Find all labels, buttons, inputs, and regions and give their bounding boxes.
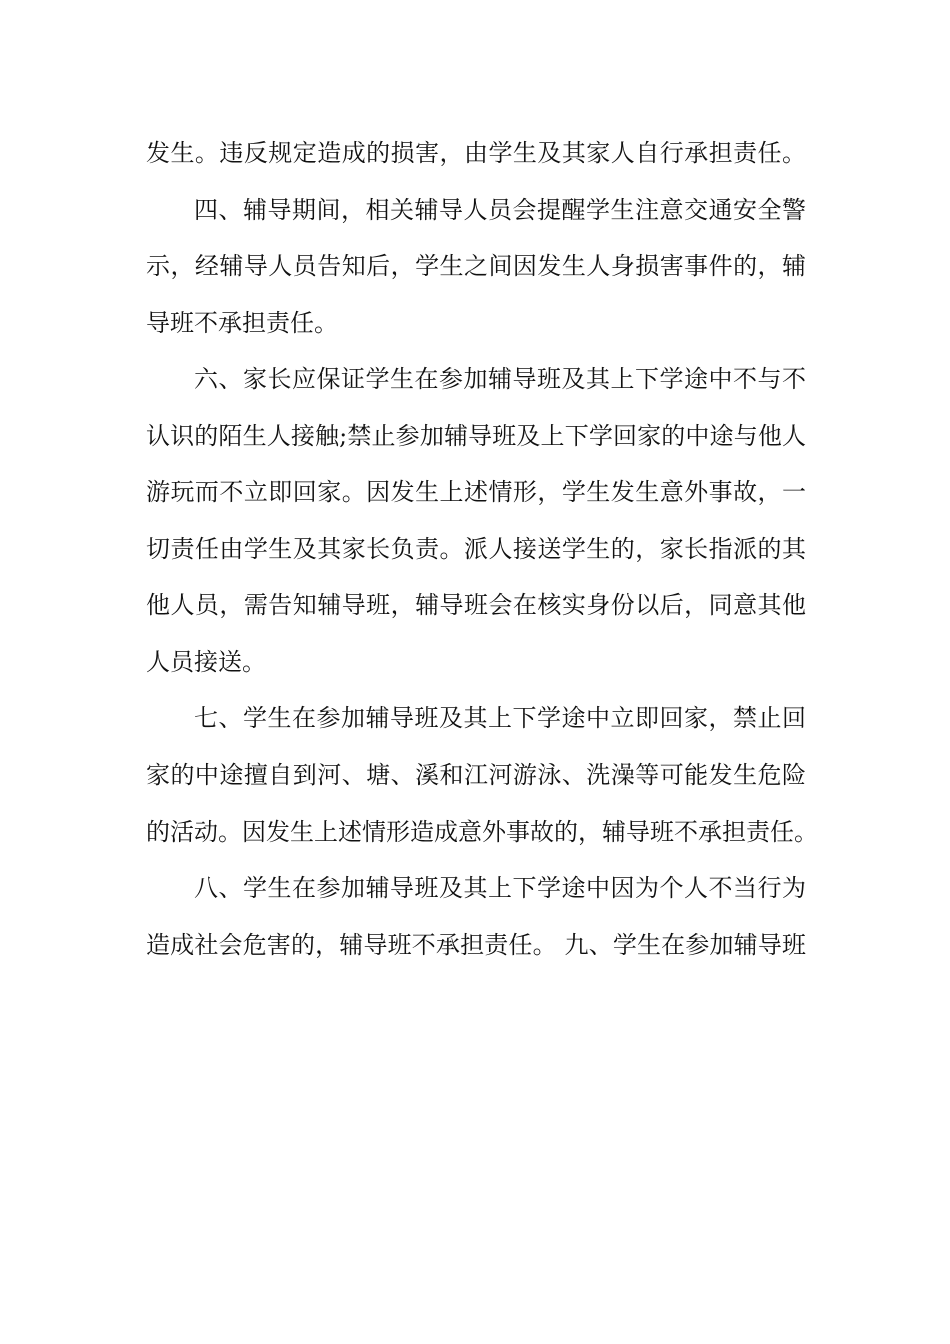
paragraph-first-line: 七、学生在参加辅导班及其上下学途中立即回家，禁止回 <box>194 704 806 733</box>
text-line: 游玩而不立即回家。因发生上述情形，学生发生意外事故，一 <box>146 478 806 507</box>
text-line: 认识的陌生人接触;禁止参加辅导班及上下学回家的中途与他人 <box>146 421 806 450</box>
paragraph-last-line: 人员接送。 <box>146 647 266 676</box>
paragraph-first-line: 八、学生在参加辅导班及其上下学途中因为个人不当行为 <box>194 874 806 903</box>
text-line: 家的中途擅自到河、塘、溪和江河游泳、洗澡等可能发生危险 <box>146 761 806 790</box>
text-line: 示，经辅导人员告知后，学生之间因发生人身损害事件的，辅 <box>146 252 806 281</box>
text-line: 他人员，需告知辅导班，辅导班会在核实身份以后，同意其他 <box>146 591 806 620</box>
paragraph-first-line: 四、辅导期间，相关辅导人员会提醒学生注意交通安全警 <box>194 195 806 224</box>
paragraph-last-line: 的活动。因发生上述情形造成意外事故的，辅导班不承担责任。 <box>146 817 818 846</box>
text-line: 切责任由学生及其家长负责。派人接送学生的，家长指派的其 <box>146 534 806 563</box>
document-body <box>146 125 818 973</box>
text-line: 造成社会危害的，辅导班不承担责任。 九、学生在参加辅导班 <box>146 930 806 959</box>
paragraph-last-line: 导班不承担责任。 <box>146 308 338 337</box>
text-line: 发生。违反规定造成的损害，由学生及其家人自行承担责任。 <box>146 139 806 167</box>
paragraph-first-line: 六、家长应保证学生在参加辅导班及其上下学途中不与不 <box>194 365 806 394</box>
